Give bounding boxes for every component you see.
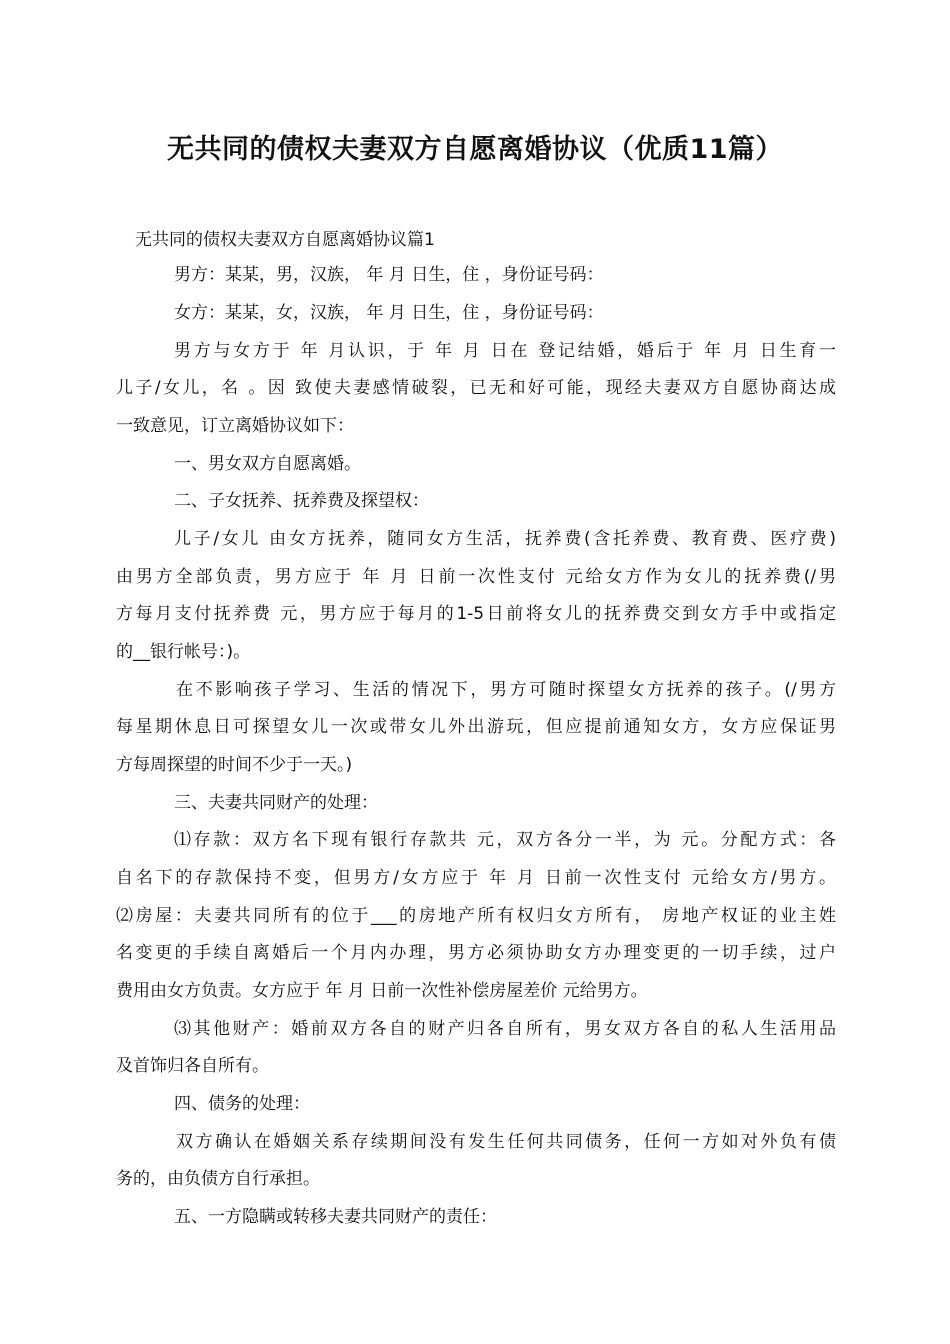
paragraph-line: 费用由女方负责。女方应于 年 月 日前一次性补偿房屋差价 元给男方。 bbox=[116, 981, 648, 1001]
paragraph-line: 男方与女方于 年 月认识，于 年 月 日在 登记结婚，婚后于 年 月 日生育一 bbox=[174, 341, 836, 361]
paragraph-line: 每星期休息日可探望女儿一次或带女儿外出游玩，但应提前通知女方，女方应保证男 bbox=[116, 717, 836, 737]
paragraph-line: 儿子/女儿 由女方抚养，随同女方生活，抚养费(含托养费、教育费、医疗费) bbox=[174, 529, 836, 549]
paragraph-line: ⑶其他财产：婚前双方各自的财产归各自所有，男女双方各自的私人生活用品 bbox=[174, 1019, 836, 1039]
paragraph-line: ⑵房屋：夫妻共同所有的位于___的房地产所有权归女方所有， 房地产权证的业主姓 bbox=[116, 906, 836, 926]
paragraph-line: 一、男女双方自愿离婚。 bbox=[174, 454, 361, 474]
paragraph-line: 四、债务的处理： bbox=[174, 1094, 310, 1114]
paragraph-line: 方每月支付抚养费 元，男方应于每月的1-5日前将女儿的抚养费交到女方手中或指定 bbox=[116, 604, 836, 624]
paragraph-line: 务的，由负债方自行承担。 bbox=[116, 1169, 320, 1189]
paragraph-line: 儿子/女儿，名 。因 致使夫妻感情破裂，已无和好可能，现经夫妻双方自愿协商达成 bbox=[116, 378, 836, 398]
section-heading: 无共同的债权夫妻双方自愿离婚协议篇1 bbox=[135, 230, 435, 250]
paragraph-line: 的__银行帐号：)。 bbox=[116, 642, 251, 662]
paragraph-line: 自名下的存款保持不变，但男方/女方应于 年 月 日前一次性支付 元给女方/男方。 bbox=[116, 868, 836, 888]
paragraph-line: 一致意见，订立离婚协议如下： bbox=[116, 416, 354, 436]
paragraph-line: ⑴存款：双方名下现有银行存款共 元，双方各分一半，为 元。分配方式：各 bbox=[174, 830, 836, 850]
paragraph-line: 男方：某某，男，汉族， 年 月 日生，住 ，身份证号码： bbox=[174, 265, 604, 285]
paragraph-line: 二、子女抚养、抚养费及探望权： bbox=[174, 491, 429, 511]
paragraph-line: 方每周探望的时间不少于一天。) bbox=[116, 755, 353, 775]
paragraph-line: 三、夫妻共同财产的处理： bbox=[174, 793, 378, 813]
paragraph-line: 名变更的手续自离婚后一个月内办理，男方必须协助女方办理变更的一切手续，过户 bbox=[116, 943, 836, 963]
paragraph-line: 在不影响孩子学习、生活的情况下，男方可随时探望女方抚养的孩子。(/男方 bbox=[176, 680, 836, 700]
paragraph-line: 女方：某某，女，汉族， 年 月 日生，住 ，身份证号码： bbox=[174, 303, 604, 323]
document-title: 无共同的债权夫妻双方自愿离婚协议（优质11篇） bbox=[166, 134, 784, 165]
paragraph-line: 五、一方隐瞒或转移夫妻共同财产的责任： bbox=[174, 1207, 497, 1227]
paragraph-line: 及首饰归各自所有。 bbox=[116, 1056, 269, 1076]
paragraph-line: 双方确认在婚姻关系存续期间没有发生任何共同债务，任何一方如对外负有债 bbox=[176, 1132, 836, 1152]
paragraph-line: 由男方全部负责，男方应于 年 月 日前一次性支付 元给女方作为女儿的抚养费(/男 bbox=[116, 567, 836, 587]
